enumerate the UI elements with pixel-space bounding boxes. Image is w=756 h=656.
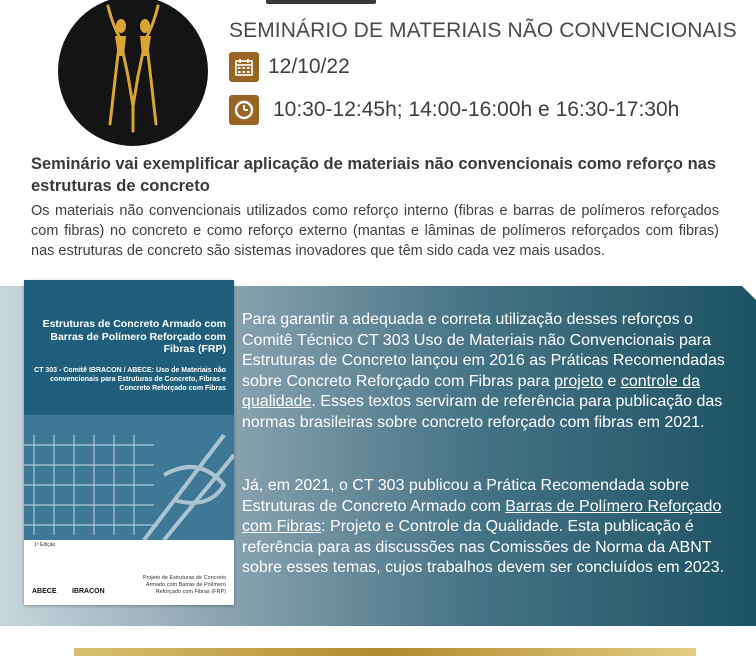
book-cover-subtitle: CT 303 - Comitê IBRACON / ABECE: Uso de Materiais não convencionais para Estruturas de Concreto, Fibras e Concreto Reforçado com Fibras [34,367,226,392]
book-cover-bottom-text: Projeto de Estruturas de Concreto Armado com Barras de Polímero Reforçado com Fibras (FRP) [142,575,226,595]
calendar-icon [229,52,259,82]
seminar-title: SEMINÁRIO DE MATERIAIS NÃO CONVENCIONAIS [229,19,737,42]
paragraph-1-text-a: Para garantir a adequada e correta utilização desses reforços o Comitê Técnico CT 303 Uso de Materiais não Convencionais para Estruturas de Concreto lançou em 2016 as Práticas Recomendadas sobre Concreto Reforçado com Fibras para [242,311,725,390]
controle-da-qualidade-link[interactable]: controle da qualidade [242,372,701,411]
paragraph-1-text-b: e [603,372,621,390]
time-row [229,95,679,125]
panel-paragraph-2 [242,476,742,579]
paragraph-1-text-c: . Esses textos serviram de referência para publicação das normas brasileiras sobre concreto reforçado com fibras em 2021. [242,393,723,431]
book-cover-image [24,280,234,605]
gold-divider-bar [74,648,696,656]
event-logo [58,0,208,146]
abece-logo: ABECE [32,588,57,595]
panel-paragraph-1 [242,310,742,434]
panel-corner-fold [742,286,756,300]
barras-de-polimero-link[interactable]: Barras de Polímero Reforçado com Fibras [242,497,722,536]
book-edition: 1ª Edição [34,542,56,548]
two-figures-sculpture-icon [58,0,208,146]
event-time: 10:30-12:45h; 14:00-16:00h e 16:30-17:30h [273,98,680,121]
rebar-mesh-illustration [24,415,234,545]
article-headline: Seminário vai exemplificar aplicação de materiais não convencionais como reforço nas estruturas de concreto [31,155,717,195]
book-cover-title: Estruturas de Concreto Armado com Barras de Polímero Reforçado com Fibras (FRP) [42,318,226,355]
clock-icon [229,95,259,125]
event-date: 12/10/22 [268,55,350,78]
ibracon-logo: IBRACON [72,588,105,595]
paragraph-2-text-b: : Projeto e Controle da Qualidade. Esta publicação é referência para as discussões nas Comissões de Norma da ABNT sobre esses temas, cujos trabalhos devem ser concluídos em 2023. [242,518,725,577]
projeto-link[interactable]: projeto [554,372,604,390]
article-lead: Os materiais não convencionais utilizados como reforço interno (fibras e barras de polímeros reforçados com fibras) no concreto e como reforço externo (mantas e lâminas de polímeros reforçados com fibras) nas estruturas de concreto são sistemas inovadores que têm sido cada vez mais usados. [31,203,719,259]
date-row [229,52,350,82]
paragraph-2-text-a: Já, em 2021, o CT 303 publicou a Prática Recomendada sobre Estruturas de Concreto Armado com [242,477,690,515]
cropped-heading-fragment [266,0,376,4]
